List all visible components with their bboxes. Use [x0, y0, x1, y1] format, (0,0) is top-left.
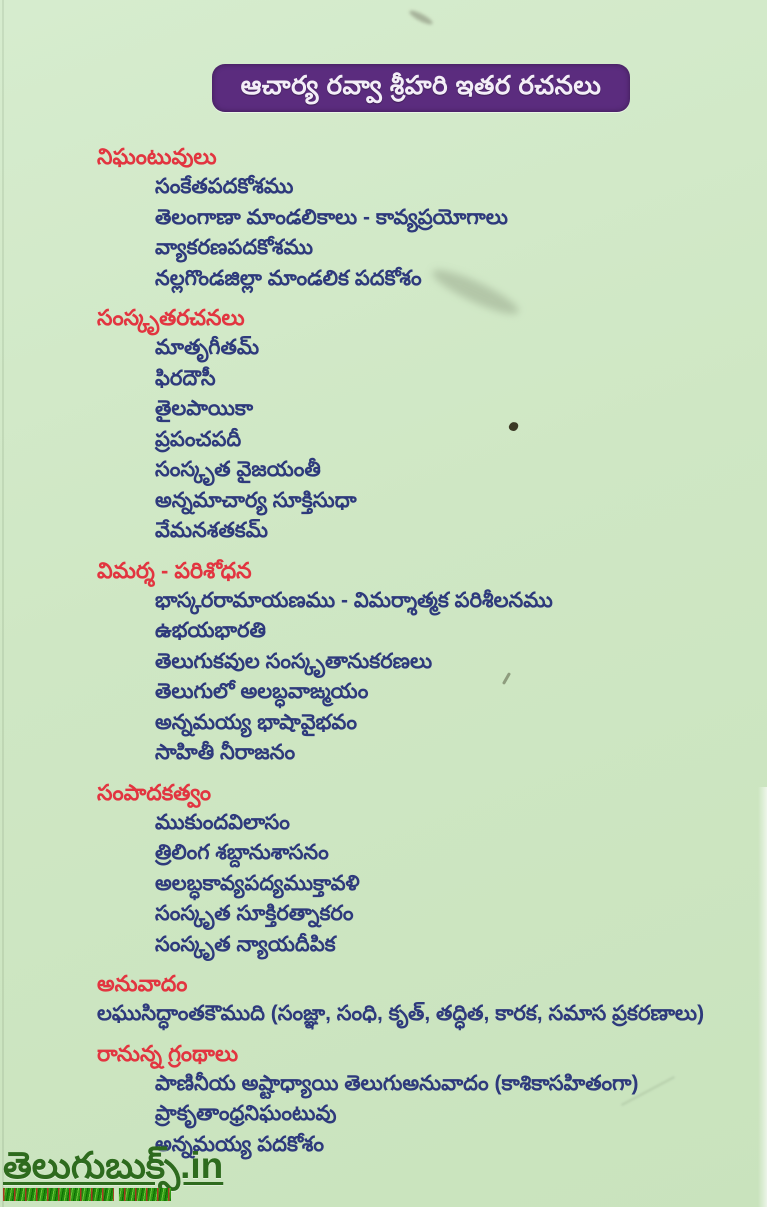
book-item: అన్నమాచార్య సూక్తిసుధా — [155, 488, 357, 512]
book-item: నల్లగొండజిల్లా మాండలిక పదకోశం — [155, 266, 422, 290]
book-item: పాణినీయ అష్టాధ్యాయి తెలుగుఅనువాదం (కాశికాసహితంగా) — [155, 1071, 639, 1095]
book-item: తెలుగులో అలబ్ధవాఙ్మయం — [155, 680, 369, 703]
book-item: త్రిలింగ శబ్దానుశాసనం — [155, 841, 329, 864]
book-item: ఉభయభారతి — [155, 619, 266, 642]
book-item: తెలంగాణా మాండలికాలు - కావ్యప్రయోగాలు — [155, 205, 508, 229]
watermark-text: తెలుగుబుక్స్.in — [3, 1145, 224, 1186]
book-item: ప్రాకృతాంధ్రనిఘంటువు — [155, 1102, 337, 1125]
section-heading-1: సంస్కృతరచనలు — [97, 305, 245, 330]
book-item: సంస్కృత వైజయంతీ — [155, 458, 321, 481]
book-item: సంస్కృత న్యాయదీపిక — [155, 932, 336, 956]
book-list — [97, 133, 737, 1160]
section-heading-5: రానున్న గ్రంథాలు — [97, 1040, 239, 1066]
book-item: తెలుగుకవుల సంస్కృతానుకరణలు — [155, 649, 433, 673]
scan-edge-right — [758, 787, 767, 1207]
book-item: అన్నమయ్య పదకోశం — [155, 1132, 325, 1156]
book-item: వేమనశతకమ్ — [155, 519, 268, 542]
book-item: సంకేతపదకోశము — [155, 175, 294, 198]
book-item: భాస్కరరామాయణము - విమర్శాత్మక పరిశీలనము — [155, 588, 553, 612]
book-item: సంస్కృత సూక్తిరత్నాకరం — [155, 902, 354, 925]
book-item: మాతృగీతమ్ — [155, 336, 260, 359]
book-item: తైలపాయికా — [155, 397, 254, 420]
page-title-banner — [212, 64, 630, 112]
section-heading-0: నిఘంటువులు — [97, 144, 217, 169]
section-heading-2: విమర్శ - పరిశోధన — [97, 557, 252, 583]
scan-edge-left — [2, 0, 4, 1207]
section-heading-3: సంపాదకత్వం — [97, 779, 212, 805]
book-item: ముకుందవిలాసం — [155, 810, 290, 834]
grass-decoration — [3, 1188, 171, 1201]
stain-smudge — [408, 8, 434, 26]
page-title: ఆచార్య రవ్వా శ్రీహరి ఇతర రచనలు — [240, 69, 602, 100]
book-item: అన్నమయ్య భాషావైభవం — [155, 710, 357, 734]
book-item: సాహితీ నీరాజనం — [155, 741, 296, 764]
book-item: లఘుసిద్ధాంతకౌముది (సంజ్ఞా, సంధి, కృత్, తద్ధిత, కారక, సమాస ప్రకరణాలు) — [97, 1002, 705, 1025]
watermark — [3, 1146, 223, 1201]
book-item: ప్రపంచపదీ — [155, 427, 242, 451]
book-item: అలబ్ధకావ్యపద్యముక్తావళి — [155, 871, 360, 895]
book-item: వ్యాకరణపదకోశము — [155, 236, 314, 259]
section-heading-4: అనువాదం — [97, 971, 188, 996]
book-item: ఫిరదౌసీ — [155, 366, 216, 390]
